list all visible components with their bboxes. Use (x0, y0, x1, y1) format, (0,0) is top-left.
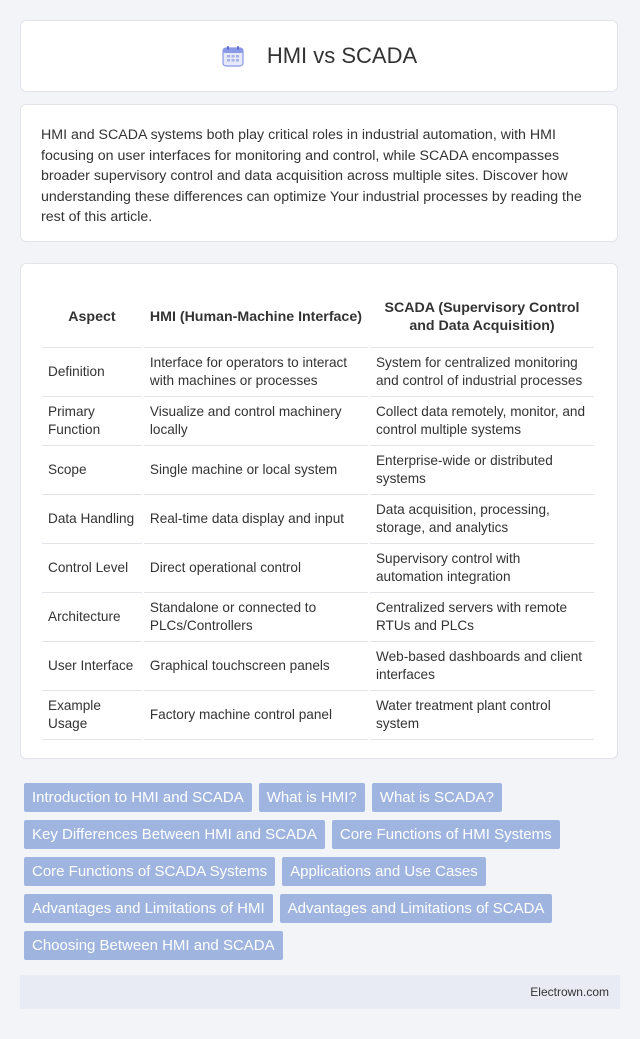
intro-text: HMI and SCADA systems both play critical roles in industrial automation, with HMI focusing on user interfaces for monitoring and control, while SCADA encompasses broader supervisory control and data acquisition across multiple sites. Discover how understanding these differences can optimize Your industrial processes by reading the rest of this article. (41, 127, 582, 225)
table-cell: Architecture (42, 593, 142, 642)
table-row (42, 397, 594, 446)
tag-advantages-hmi[interactable]: Advantages and Limitations of HMI (24, 894, 273, 923)
tag-applications[interactable]: Applications and Use Cases (282, 857, 486, 886)
table-row (42, 691, 594, 740)
table-cell: Direct operational control (144, 544, 368, 593)
tag-key-differences[interactable]: Key Differences Between HMI and SCADA (24, 820, 325, 849)
table-cell: Example Usage (42, 691, 142, 740)
table-cell: Enterprise-wide or distributed systems (370, 446, 594, 495)
calendar-icon (221, 44, 245, 68)
table-row (42, 593, 594, 642)
column-header: HMI (Human-Machine Interface) (144, 286, 368, 348)
table-cell: Primary Function (42, 397, 142, 446)
table-cell: Control Level (42, 544, 142, 593)
table-cell: Data acquisition, processing, storage, and analytics (370, 495, 594, 544)
table-cell: Standalone or connected to PLCs/Controllers (144, 593, 368, 642)
table-cell: Definition (42, 348, 142, 397)
table-cell: Interface for operators to interact with machines or processes (144, 348, 368, 397)
table-cell: Web-based dashboards and client interfaces (370, 642, 594, 691)
column-header: Aspect (42, 286, 142, 348)
tag-advantages-scada[interactable]: Advantages and Limitations of SCADA (280, 894, 553, 923)
table-row (42, 544, 594, 593)
footer (20, 975, 620, 1009)
tag-introduction[interactable]: Introduction to HMI and SCADA (24, 783, 252, 812)
topic-tags (24, 783, 624, 960)
header-card (20, 20, 618, 92)
comparison-table (40, 286, 596, 740)
table-row (42, 642, 594, 691)
table-cell: Scope (42, 446, 142, 495)
table-cell: Water treatment plant control system (370, 691, 594, 740)
table-row (42, 495, 594, 544)
table-row (42, 446, 594, 495)
intro-card (20, 104, 618, 242)
table-cell: Single machine or local system (144, 446, 368, 495)
comparison-table-card (20, 263, 618, 759)
table-cell: Supervisory control with automation integration (370, 544, 594, 593)
page-title: HMI vs SCADA (266, 43, 418, 68)
tag-what-is-scada[interactable]: What is SCADA? (372, 783, 502, 812)
column-header: SCADA (Supervisory Control and Data Acquisition) (370, 286, 594, 348)
table-cell: Graphical touchscreen panels (144, 642, 368, 691)
footer-brand[interactable]: Electrown.com (530, 985, 609, 999)
table-cell: User Interface (42, 642, 142, 691)
table-header-row (42, 286, 594, 348)
table-cell: Data Handling (42, 495, 142, 544)
tag-what-is-hmi[interactable]: What is HMI? (259, 783, 365, 812)
table-row (42, 348, 594, 397)
table-cell: Visualize and control machinery locally (144, 397, 368, 446)
table-cell: Factory machine control panel (144, 691, 368, 740)
table-cell: Centralized servers with remote RTUs and PLCs (370, 593, 594, 642)
table-cell: Real-time data display and input (144, 495, 368, 544)
tag-core-functions-scada[interactable]: Core Functions of SCADA Systems (24, 857, 275, 886)
table-cell: System for centralized monitoring and control of industrial processes (370, 348, 594, 397)
tag-choosing[interactable]: Choosing Between HMI and SCADA (24, 931, 283, 960)
table-cell: Collect data remotely, monitor, and control multiple systems (370, 397, 594, 446)
tag-core-functions-hmi[interactable]: Core Functions of HMI Systems (332, 820, 560, 849)
